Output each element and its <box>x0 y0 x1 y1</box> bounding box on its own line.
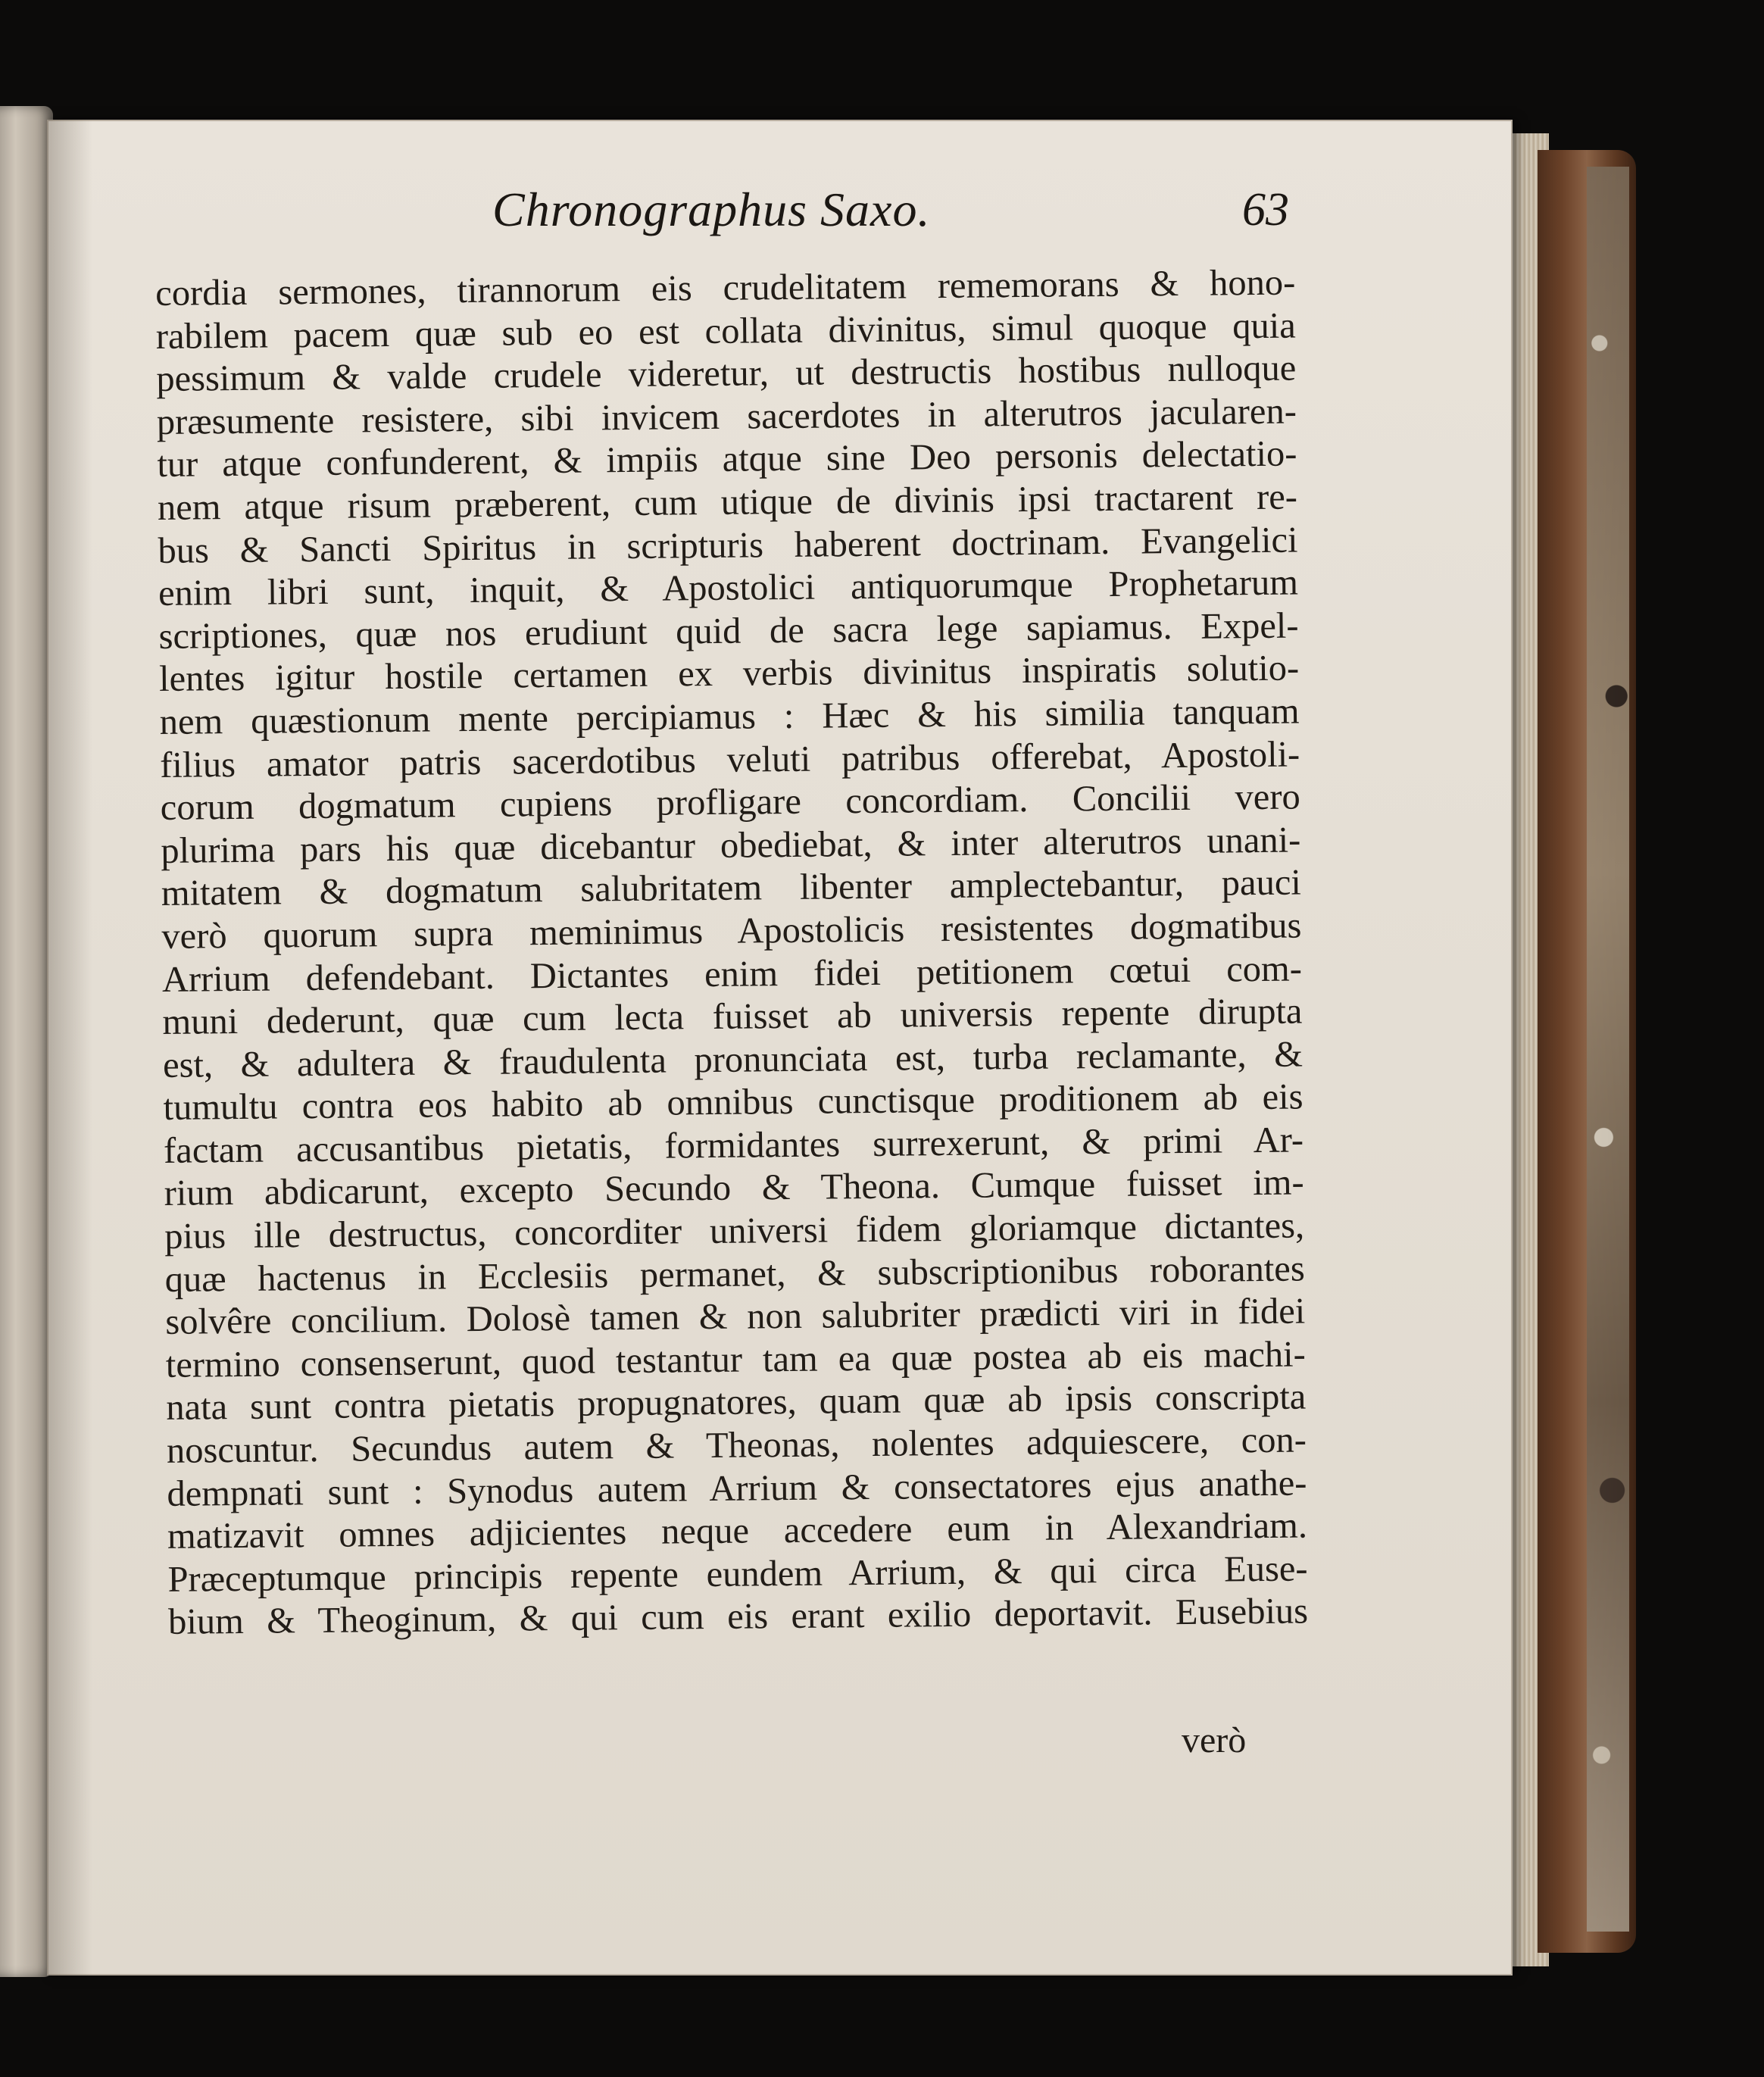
text-line: nem atque risum præberent, cum utique de divinis ipsi tractarent re- <box>157 476 1298 528</box>
text-line: scriptiones, quæ nos erudiunt quid de sacra lege sapiamus. Expel- <box>158 605 1299 657</box>
text-line: est, & adultera & fraudulenta pronunciata est, turba reclamante, & <box>162 1034 1303 1085</box>
text-line: mitatem & dogmatum salubritatem libenter amplectebantur, pauci <box>161 862 1302 914</box>
text-line: tur atque confunderent, & impiis atque sine Deo personis delectatio- <box>157 433 1297 486</box>
text-line: cordia sermones, tirannorum eis crudelitatem rememorans & hono- <box>155 262 1296 314</box>
text-line: verò quorum supra meminimus Apostolicis resistentes dogmatibus <box>161 905 1302 957</box>
text-line: bus & Sancti Spiritus in scripturis haberent doctrinam. Evangelici <box>158 520 1298 571</box>
text-line: rium abdicarunt, excepto Secundo & Theona. Cumque fuisset im- <box>164 1162 1304 1214</box>
text-line: lentes igitur hostile certamen ex verbis divinitus inspiratis solutio- <box>158 648 1300 700</box>
page-number: 63 <box>1242 184 1289 236</box>
running-head: Chronographus Saxo. <box>492 183 931 236</box>
text-line: tumultu contra eos habito ab omnibus cunctisque proditionem ab eis <box>163 1076 1303 1129</box>
text-line: filius amator patris sacerdotibus veluti patribus offerebat, Apostoli- <box>159 734 1300 786</box>
text-line: bium & Theoginum, & qui cum eis erant exilio deportavit. Eusebius <box>167 1591 1309 1643</box>
text-line: Præceptumque principis repente eundem Arrium, & qui circa Euse- <box>167 1548 1308 1600</box>
text-line: solvêre concilium. Dolosè tamen & non salubriter prædicti viri in fidei <box>165 1291 1306 1343</box>
page-header <box>151 182 1288 250</box>
text-line: dempnati sunt : Synodus autem Arrium & consectatores ejus anathe- <box>167 1463 1307 1514</box>
text-line: rabilem pacem quæ sub eo est collata divinitus, simul quoque quia <box>155 305 1296 357</box>
text-line: factam accusantibus pietatis, formidantes surrexerunt, & primi Ar- <box>163 1120 1304 1171</box>
text-line: pius ille destructus, concorditer universi fidem gloriamque dictantes, <box>164 1205 1305 1257</box>
text-line: Arrium defendebant. Dictantes enim fidei petitionem cœtui com- <box>161 948 1303 1000</box>
catchword: verò <box>1182 1720 1247 1760</box>
text-line: plurima pars his quæ dicebantur obediebat, & inter alterutros unani- <box>161 820 1301 871</box>
text-line: pessimum & valde crudele videretur, ut destructis hostibus nulloque <box>156 348 1297 400</box>
text-line: enim libri sunt, inquit, & Apostolici antiquorumque Prophetarum <box>158 562 1299 614</box>
facing-page-edge <box>0 106 53 1977</box>
text-line: nata sunt contra pietatis propugnatores, quam quæ ab ipsis conscripta <box>166 1376 1307 1429</box>
text-line: præsumente resistere, sibi invicem sacerdotes in alterutros jacularen- <box>156 391 1297 442</box>
marbled-endpaper <box>1587 167 1629 1932</box>
gutter-shadow <box>47 120 92 1975</box>
text-line: termino consenserunt, quod testantur tam ea quæ postea ab eis machi- <box>165 1334 1307 1385</box>
body-text <box>155 262 1308 1644</box>
text-line: noscuntur. Secundus autem & Theonas, nolentes adquiescere, con- <box>166 1420 1307 1471</box>
text-line: muni dederunt, quæ cum lecta fuisset ab universis repente dirupta <box>162 991 1303 1043</box>
text-line: matizavit omnes adjicientes neque accedere eum in Alexandriam. <box>167 1505 1308 1557</box>
text-line: nem quæstionum mente percipiamus : Hæc & his similia tanquam <box>159 691 1300 742</box>
text-line: corum dogmatum cupiens profligare concordiam. Concilii vero <box>160 776 1300 829</box>
text-line: quæ hactenus in Ecclesiis permanet, & subscriptionibus roborantes <box>164 1248 1305 1300</box>
